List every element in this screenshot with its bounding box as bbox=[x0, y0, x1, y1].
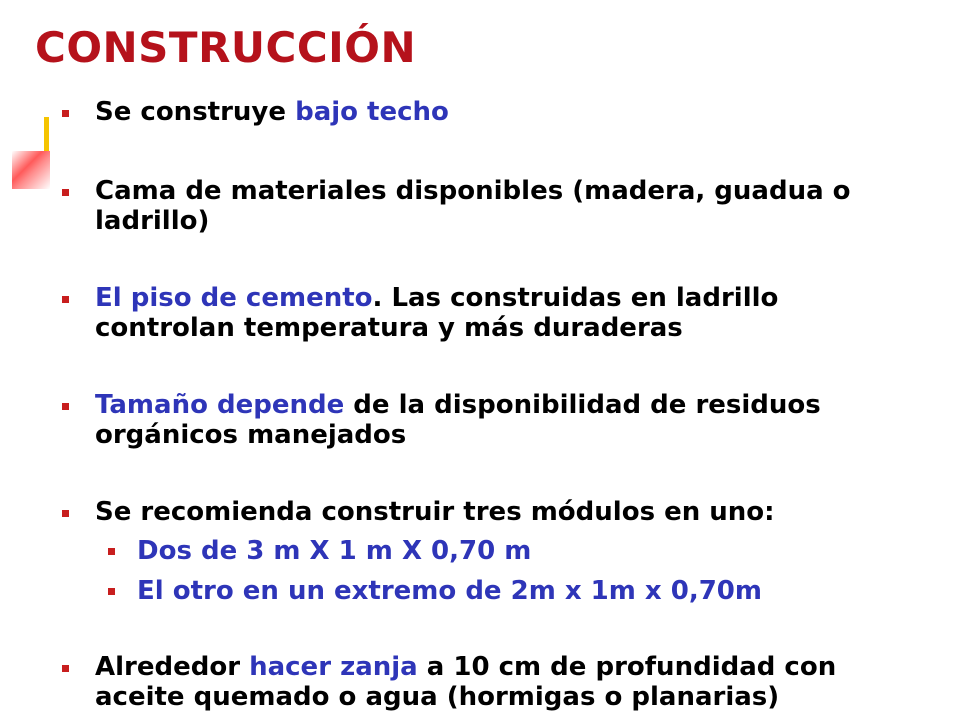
gradient-square-decoration bbox=[12, 151, 50, 189]
bullet-text: de la disponibilidad de residuos orgánicos manejados bbox=[95, 390, 821, 450]
bullet-item-piso-cemento bbox=[62, 283, 922, 343]
bullet-item-zanja bbox=[62, 652, 922, 712]
bullet-text: Se construye bbox=[95, 97, 296, 127]
bullet-square-icon bbox=[62, 110, 69, 117]
bullet-square-icon bbox=[62, 403, 69, 410]
bullet-item-modulos bbox=[62, 497, 922, 527]
bullet-emphasis: El piso de cemento bbox=[95, 283, 373, 313]
sub-item-dos-modulos bbox=[108, 536, 531, 566]
sub-item-text: Dos de 3 m X 1 m X 0,70 m bbox=[137, 536, 532, 566]
bullet-emphasis: bajo techo bbox=[295, 97, 449, 127]
bullet-emphasis: hacer zanja bbox=[249, 652, 418, 682]
bullet-square-icon bbox=[62, 665, 69, 672]
sub-bullet-square-icon bbox=[108, 588, 115, 595]
bullet-item-bajo-techo bbox=[62, 97, 922, 127]
slide-title: CONSTRUCCIÓN bbox=[35, 23, 417, 72]
bullet-square-icon bbox=[62, 296, 69, 303]
bullet-text: Cama de materiales disponibles (madera, guadua o ladrillo) bbox=[95, 176, 851, 236]
bullet-text: . Las construidas en ladrillo controlan temperatura y más duraderas bbox=[95, 283, 779, 343]
bullet-square-icon bbox=[62, 189, 69, 196]
bullet-item-cama-materiales bbox=[62, 176, 922, 236]
sub-item-otro-modulo bbox=[108, 576, 762, 606]
bullet-square-icon bbox=[62, 510, 69, 517]
sub-item-text: El otro en un extremo de 2m x 1m x 0,70m bbox=[137, 576, 762, 606]
bullet-text: Alrededor bbox=[95, 652, 250, 682]
bullet-emphasis: Tamaño depende bbox=[95, 390, 345, 420]
bullet-item-tamano bbox=[62, 390, 922, 450]
bullet-text: Se recomienda construir tres módulos en uno: bbox=[95, 497, 775, 527]
sub-bullet-square-icon bbox=[108, 548, 115, 555]
bullet-text: a 10 cm de profundidad con aceite quemado o agua (hormigas o planarias) bbox=[95, 652, 837, 712]
